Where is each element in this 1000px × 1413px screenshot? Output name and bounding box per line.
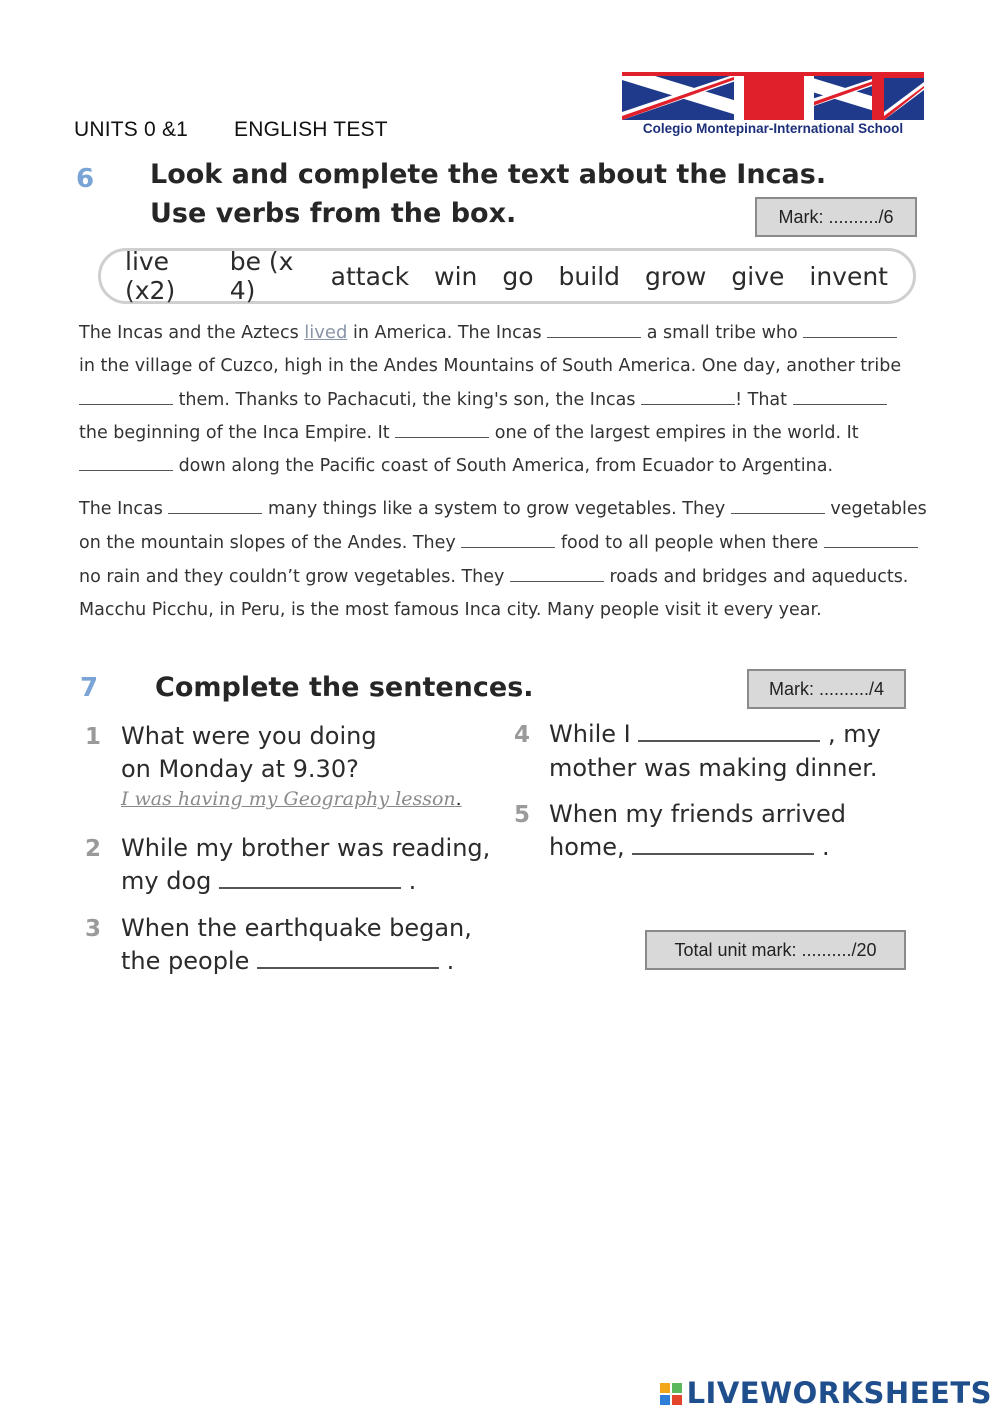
question-number: 3 [85,916,102,942]
answer-blank[interactable] [219,873,401,889]
text-fragment: The Incas and the Aztecs [79,323,305,343]
text-fragment: many things like a system to grow vegetables. They [262,499,731,519]
example-answer: lived [304,322,348,343]
test-title: ENGLISH TEST [234,118,388,141]
answer-blank[interactable] [168,499,262,514]
verb-item: win [434,261,478,291]
units-label: UNITS 0 &1 [74,118,189,141]
answer-blank[interactable] [257,953,439,969]
answer-blank[interactable] [79,456,173,471]
question-text: home, [549,833,625,861]
verb-item: live (x2) [125,247,176,305]
section-7-mark: Mark: ........../4 [747,669,906,709]
text-fragment: in the village of Cuzco, high in the Andes Mountains of South America. One day, another tribe [79,356,902,376]
header-units [74,118,388,142]
answer-blank[interactable] [461,533,555,548]
answer-blank[interactable] [824,533,918,548]
total-unit-mark: Total unit mark: ........../20 [645,930,906,970]
text-line [79,423,859,443]
sentence-end: . [455,788,462,810]
text-fragment: down along the Pacific coast of South America, from Ecuador to Argentina. [173,456,834,476]
text-line [79,499,927,519]
text-line [79,567,908,587]
text-fragment: no rain and they couldn’t grow vegetables. They [79,567,510,587]
footer-brand-text[interactable]: LIVEWORKSHEETS [686,1376,992,1410]
answer-blank[interactable] [395,423,489,438]
answer-blank[interactable] [641,390,735,405]
liveworksheets-logo-icon [659,1382,683,1406]
question-number: 2 [85,836,102,862]
section-7-title: Complete the sentences. [155,672,534,703]
question-text: the people [121,947,250,975]
text-fragment: roads and bridges and aqueducts. [603,567,909,587]
text-line [79,533,918,553]
question-text: When the earthquake began, [121,914,472,942]
question-text: What were you doing [121,722,377,750]
question-line [549,720,881,748]
question-line [121,947,454,975]
verb-box [98,248,916,304]
question-text: While I [549,720,631,748]
verb-item: be (x 4) [229,247,294,305]
section-6-number: 6 [76,164,95,194]
text-line [79,322,897,343]
text-fragment: on the mountain slopes of the Andes. They [79,533,462,553]
question-number: 4 [514,722,531,748]
example-sentence [121,788,462,810]
text-fragment: one of the largest empires in the world. It [489,423,859,443]
section-6-mark: Mark: ........../6 [755,197,917,237]
answer-blank[interactable] [803,323,897,338]
text-line [79,600,822,620]
text-line [79,456,833,476]
answer-blank[interactable] [632,839,814,855]
sentence-end: . [408,867,417,895]
verb-item: go [502,261,534,291]
question-text: When my friends arrived [549,800,846,828]
question-line [549,833,830,861]
verb-item: give [731,261,785,291]
answer-blank[interactable] [79,390,173,405]
sentence-end: . [446,947,455,975]
question-number: 1 [85,724,102,750]
section-6-title-line2: Use verbs from the box. [150,198,517,229]
section-7-number: 7 [80,673,99,703]
verb-item: attack [330,261,410,291]
answer-blank[interactable] [547,323,641,338]
text-fragment: the beginning of the Inca Empire. It [79,423,396,443]
question-text: mother was making dinner. [549,754,878,782]
text-fragment: them. Thanks to Pachacuti, the king's son, the Incas [173,390,642,410]
text-line [79,390,887,410]
verb-item: build [558,261,621,291]
question-text: , my [828,720,881,748]
example-answer: I was having my Geography lesson [121,788,456,810]
footer-brand [659,1376,992,1410]
text-fragment: food to all people when there [555,533,824,553]
question-number: 5 [514,802,531,828]
text-fragment: ! That [735,390,793,410]
school-name: Colegio Montepinar-International School [642,121,904,136]
answer-blank[interactable] [731,499,825,514]
text-fragment: a small tribe who [641,323,804,343]
text-fragment: vegetables [824,499,927,519]
question-line [121,867,416,895]
answer-blank[interactable] [793,390,887,405]
text-fragment: Macchu Picchu, in Peru, is the most famous Inca city. Many people visit it every year. [79,600,822,620]
verb-item: grow [645,261,707,291]
question-text: on Monday at 9.30? [121,755,359,783]
text-fragment: The Incas [79,499,169,519]
text-line [79,356,901,376]
answer-blank[interactable] [510,567,604,582]
union-jack-flag-icon [622,72,924,120]
question-text: my dog [121,867,212,895]
verb-item: invent [809,261,888,291]
question-text: While my brother was reading, [121,834,491,862]
section-6-title-line1: Look and complete the text about the Incas. [150,159,827,190]
sentence-end: . [821,833,830,861]
answer-blank[interactable] [638,726,820,742]
text-fragment: in America. The Incas [352,323,548,343]
